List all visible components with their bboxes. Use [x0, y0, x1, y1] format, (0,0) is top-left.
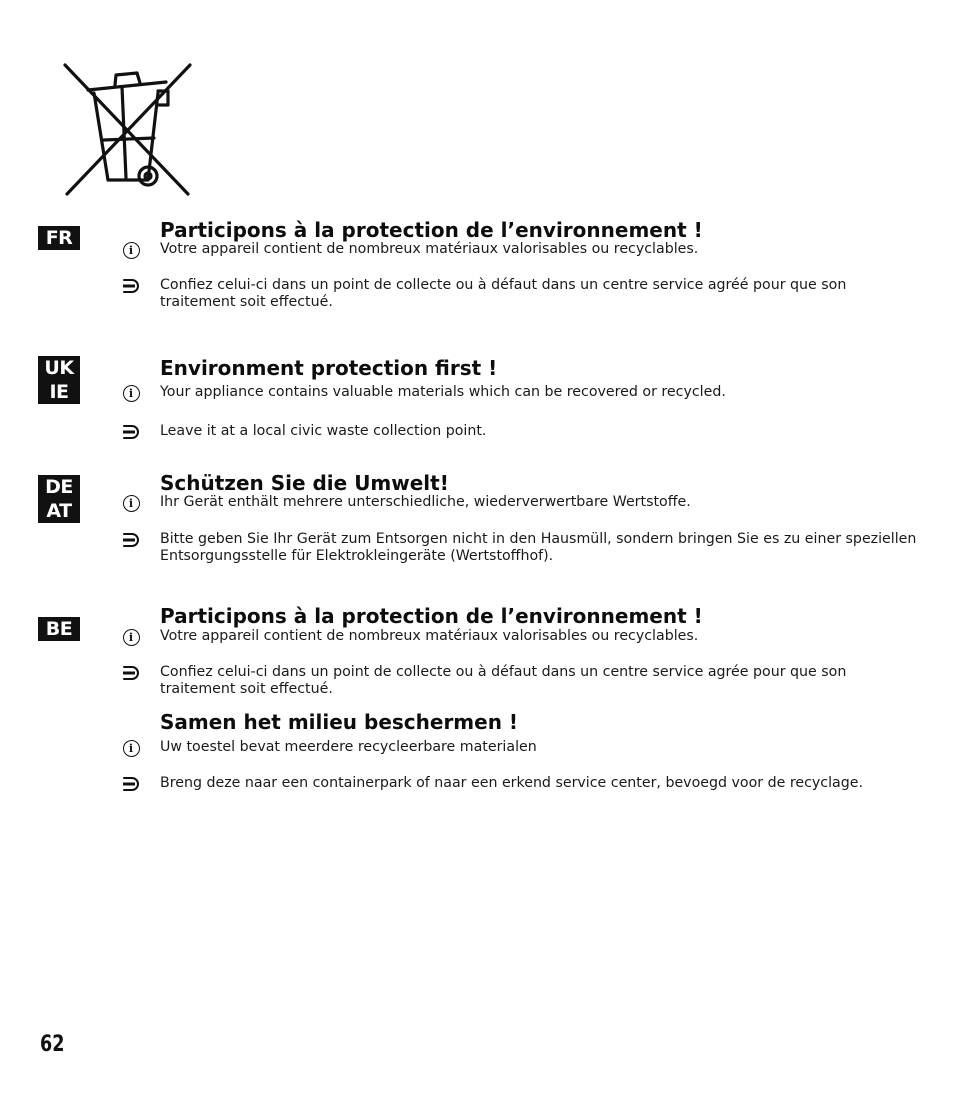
info-text: Votre appareil contient de nombreux matériaux valorisables ou recyclables. [160, 241, 699, 257]
section-title-de: Schützen Sie die Umwelt! [160, 471, 449, 495]
country-badge-uk-ie [38, 356, 80, 404]
action-text: Confiez celui-ci dans un point de collecte ou à défaut dans un centre service agrée pour que son traitement soit effectué. [160, 664, 847, 697]
page-number: 62 [40, 1032, 65, 1057]
country-code: IE [49, 381, 69, 403]
country-code: FR [45, 227, 73, 249]
country-badge-de-at [38, 475, 80, 523]
country-code: AT [46, 500, 72, 522]
info-text: Your appliance contains valuable materials which can be recovered or recycled. [160, 384, 726, 400]
arrow-right-icon [120, 422, 142, 442]
arrow-right-icon [120, 663, 142, 683]
action-text: Leave it at a local civic waste collection point. [160, 423, 487, 439]
country-badge-be [38, 617, 80, 641]
info-circle-icon: i [120, 738, 142, 758]
info-circle-icon: i [120, 493, 142, 513]
country-code: DE [45, 476, 73, 498]
action-text: Confiez celui-ci dans un point de collecte ou à défaut dans un centre service agréé pour que son traitement soit effectué. [160, 277, 847, 310]
info-text: Uw toestel bevat meerdere recycleerbare materialen [160, 739, 537, 755]
section-title-be-fr: Participons à la protection de l’environnement ! [160, 604, 703, 628]
arrow-right-icon [120, 774, 142, 794]
arrow-right-icon [120, 276, 142, 296]
info-circle-icon: i [120, 383, 142, 403]
section-title-uk: Environment protection first ! [160, 356, 498, 380]
section-title-fr: Participons à la protection de l’environnement ! [160, 218, 703, 242]
info-circle-icon: i [120, 240, 142, 260]
action-text: Bitte geben Sie Ihr Gerät zum Entsorgen nicht in den Hausmüll, sondern bringen Sie es zu einer speziellen Entsorgungsstelle für Elektrokleingeräte (Wertstoffhof). [160, 531, 917, 564]
country-code: UK [44, 357, 74, 379]
arrow-right-icon [120, 530, 142, 550]
action-text: Breng deze naar een containerpark of naar een erkend service center, bevoegd voor de recyclage. [160, 775, 863, 791]
info-text: Ihr Gerät enthält mehrere unterschiedliche, wiederverwertbare Wertstoffe. [160, 494, 691, 510]
info-circle-icon: i [120, 627, 142, 647]
info-text: Votre appareil contient de nombreux matériaux valorisables ou recyclables. [160, 628, 699, 644]
country-badge-fr [38, 226, 80, 250]
section-title-be-nl: Samen het milieu beschermen ! [160, 710, 519, 734]
country-code: BE [45, 618, 73, 640]
crossed-out-wheelie-bin-icon [60, 60, 195, 198]
